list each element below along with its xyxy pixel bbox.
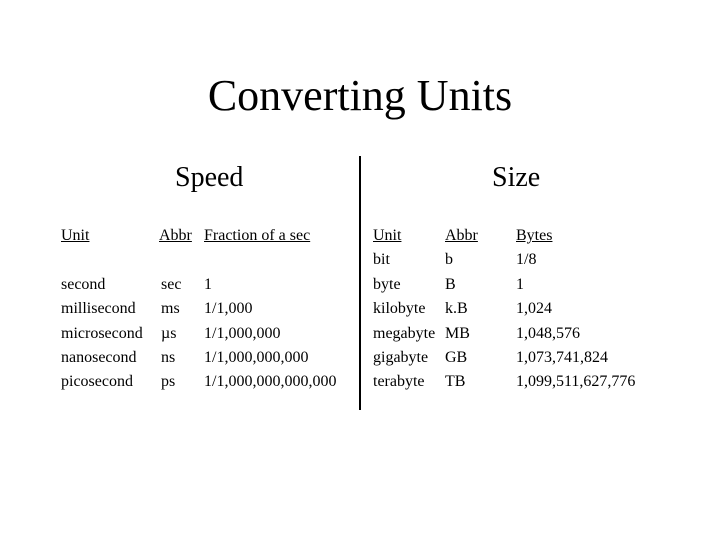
speed-abbr-column xyxy=(159,224,192,395)
size-unit-cell: terabyte xyxy=(373,373,425,391)
speed-unit-cell: picosecond xyxy=(61,373,133,391)
speed-abbr-cell: sec xyxy=(161,275,182,293)
size-heading: Size xyxy=(492,162,541,193)
speed-fraction-cell: 1/1,000,000 xyxy=(204,324,281,342)
size-bytes-cell: 1,099,511,627,776 xyxy=(516,373,636,391)
size-unit-column xyxy=(373,224,435,395)
size-unit-cell: megabyte xyxy=(373,324,436,342)
size-bytes-column xyxy=(516,224,635,395)
speed-unit-cell: nanosecond xyxy=(61,349,137,367)
speed-fraction-header: Fraction of a sec xyxy=(204,227,311,244)
size-abbr-cell: k.B xyxy=(445,300,468,318)
speed-fraction-cell: 1/1,000 xyxy=(204,300,253,318)
speed-abbr-cell: ms xyxy=(161,300,180,318)
size-abbr-cell: GB xyxy=(445,349,468,367)
speed-fraction-cell: 1 xyxy=(204,275,212,293)
size-abbr-cell: B xyxy=(445,275,456,293)
speed-fraction-cell: 1/1,000,000,000,000 xyxy=(204,373,337,391)
size-bytes-cell: 1,024 xyxy=(516,300,552,318)
speed-unit-cell: second xyxy=(61,275,106,293)
size-abbr-cell: TB xyxy=(445,373,466,391)
speed-unit-cell: millisecond xyxy=(61,300,136,318)
size-unit-cell: kilobyte xyxy=(373,300,426,318)
size-bytes-cell: 1,048,576 xyxy=(516,324,580,342)
slide-title: Converting Units xyxy=(207,71,513,120)
speed-abbr-header: Abbr xyxy=(159,227,192,244)
column-divider xyxy=(359,156,361,410)
speed-abbr-cell: ns xyxy=(161,349,176,367)
speed-unit-header: Unit xyxy=(61,227,90,244)
size-bytes-cell: 1/8 xyxy=(516,251,537,269)
size-unit-cell: bit xyxy=(373,251,390,269)
speed-abbr-cell: ps xyxy=(161,373,176,391)
speed-fraction-cell: 1/1,000,000,000 xyxy=(204,349,309,367)
size-bytes-cell: 1 xyxy=(516,275,524,293)
size-abbr-header: Abbr xyxy=(445,227,478,244)
size-unit-cell: byte xyxy=(373,275,401,293)
size-abbr-cell: MB xyxy=(445,324,470,342)
size-bytes-header: Bytes xyxy=(516,227,553,244)
size-unit-header: Unit xyxy=(373,227,402,244)
size-bytes-cell: 1,073,741,824 xyxy=(516,349,608,367)
size-abbr-cell: b xyxy=(445,251,453,269)
speed-unit-column xyxy=(61,224,143,395)
speed-abbr-cell: µs xyxy=(161,324,177,342)
speed-heading: Speed xyxy=(175,162,244,193)
speed-fraction-column xyxy=(204,224,336,395)
size-unit-cell: gigabyte xyxy=(373,349,429,367)
speed-unit-cell: microsecond xyxy=(61,324,143,342)
size-abbr-column xyxy=(445,224,478,395)
